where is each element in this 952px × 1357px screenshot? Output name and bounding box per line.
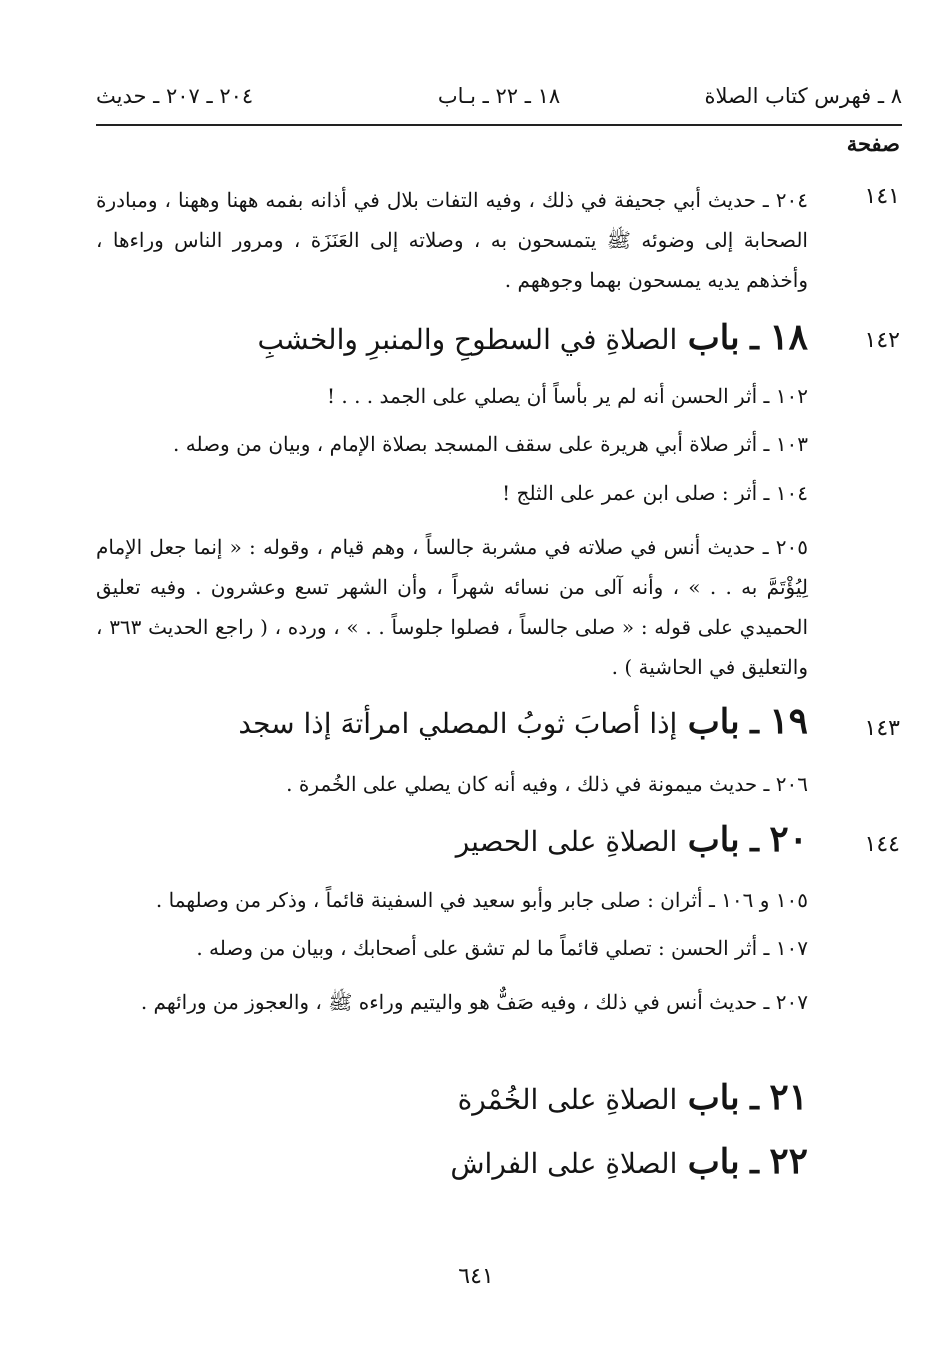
header-hadith-range: ٢٠٤ ـ ٢٠٧ ـ حديث xyxy=(96,84,254,108)
athar-entry: ١٠٧ ـ أثر الحسن : تصلي قائماً ما لم تشق على أصحابك ، وبيان من وصله . xyxy=(196,936,808,960)
chapter-heading: ١٩ ـ باب إذا أصابَ ثوبُ المصلي امرأتهَ إذا سجد xyxy=(238,700,808,742)
heading-title: الصلاةِ في السطوحِ والمنبرِ والخشبِ xyxy=(257,323,678,356)
heading-number: ١٨ xyxy=(769,316,808,358)
hadith-entry: ٢٠٦ ـ حديث ميمونة في ذلك ، وفيه أنه كان يصلي على الخُمرة . xyxy=(286,772,808,796)
entry-page-number: ١٤٤ xyxy=(864,832,900,857)
heading-bab: باب xyxy=(687,820,740,860)
entry-page-number: ١٤٣ xyxy=(864,716,900,741)
header-chapter-title: ٨ ـ فهرس كتاب الصلاة xyxy=(704,84,902,108)
heading-number: ٢٢ xyxy=(769,1140,808,1182)
heading-bab: باب xyxy=(687,1078,740,1118)
page-column-label: صفحة xyxy=(846,131,900,156)
chapter-heading: ١٨ ـ باب الصلاةِ في السطوحِ والمنبرِ والخشبِ xyxy=(257,316,808,358)
athar-entry: ١٠٥ و ١٠٦ ـ أثران : صلى جابر وأبو سعيد في السفينة قائماً ، وذكر من وصلهما . xyxy=(155,888,808,912)
heading-bab: باب xyxy=(687,702,740,742)
header-rule xyxy=(96,124,902,126)
hadith-entry: ٢٠٥ ـ حديث أنس في صلاته في مشربة جالساً ، وهم قيام ، وقوله : « إنما جعل الإمام لِيُؤْتَمَّ به . . » ، وأنه آلى من نسائه شهراً ، وأن الشهر تسع وعشرون . وفيه تعليق الحميدي على قوله : « صلى جالساً ، فصلوا جلوساً . . » ، ورده ، ( راجع الحديث ٣٦٣ ، والتعليق في الحاشية ) . xyxy=(96,535,808,679)
heading-number: ٢١ xyxy=(769,1076,808,1118)
heading-title: إذا أصابَ ثوبُ المصلي امرأتهَ إذا سجد xyxy=(238,707,678,740)
heading-number: ١٩ xyxy=(769,700,808,742)
heading-number: ٢٠ xyxy=(769,818,808,860)
header-bab-range: ١٨ ـ ٢٢ ـ بـاب xyxy=(437,84,561,108)
entry-page-number: ١٤٢ xyxy=(864,328,900,353)
entry-page-number: ١٤١ xyxy=(864,184,900,209)
hadith-entry: ٢٠٤ ـ حديث أبي جحيفة في ذلك ، وفيه التفات بلال في أذانه بفمه ههنا وههنا ، ومبادرة الصحابة إلى وضوئه ﷺ يتمسحون به ، وصلاته إلى العَنَزَة ، ومرور الناس وراءها ، وأخذهم يديه يمسحون بهما وجوههم . xyxy=(96,188,808,292)
athar-entry: ١٠٣ ـ أثر صلاة أبي هريرة على سقف المسجد بصلاة الإمام ، وبيان من وصله . xyxy=(173,432,808,456)
heading-title: الصلاةِ على الخُمْرة xyxy=(457,1083,678,1116)
page-number: ٦٤١ xyxy=(458,1264,494,1289)
heading-bab: باب xyxy=(687,1142,740,1182)
chapter-heading: ٢١ ـ باب الصلاةِ على الخُمْرة xyxy=(457,1076,808,1118)
heading-title: الصلاةِ على الفراش xyxy=(450,1147,678,1180)
athar-entry: ١٠٢ ـ أثر الحسن أنه لم ير بأساً أن يصلي على الجمد . . . ! xyxy=(326,384,808,408)
chapter-heading: ٢٠ ـ باب الصلاةِ على الحصير xyxy=(455,818,808,860)
athar-entry: ١٠٤ ـ أثر : صلى ابن عمر على الثلج ! xyxy=(502,481,808,505)
chapter-heading: ٢٢ ـ باب الصلاةِ على الفراش xyxy=(450,1140,808,1182)
hadith-entry: ٢٠٧ ـ حديث أنس في ذلك ، وفيه صَفٌّ هو واليتيم وراءه ﷺ ، والعجوز من ورائهم . xyxy=(140,990,808,1014)
heading-bab: باب xyxy=(687,318,740,358)
heading-title: الصلاةِ على الحصير xyxy=(455,825,678,858)
running-header xyxy=(96,84,902,124)
